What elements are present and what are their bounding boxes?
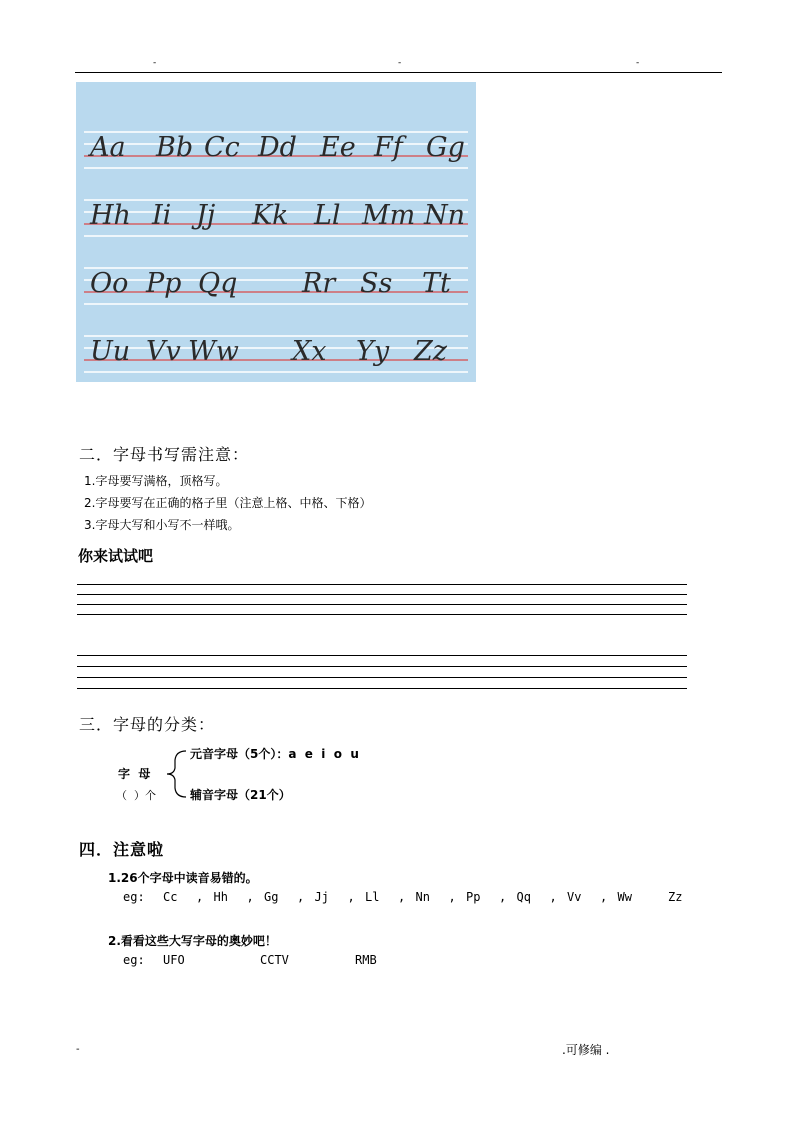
alphabet-photo-canvas bbox=[76, 82, 476, 382]
handwritten-letter-pair: Cc bbox=[204, 132, 240, 163]
handwritten-letter-pair: Ss bbox=[360, 268, 393, 299]
handwritten-letter-pair: Pp bbox=[146, 268, 182, 299]
separator-comma: , bbox=[246, 890, 254, 904]
acronym-word: UFO bbox=[163, 953, 185, 967]
header-mark-1: - bbox=[153, 58, 157, 68]
alphabet-handwriting-photo bbox=[76, 82, 476, 382]
acronym-row bbox=[123, 953, 523, 971]
eg-label: eg: bbox=[123, 953, 145, 967]
eg-label: eg: bbox=[123, 890, 145, 904]
classification-root-label: 字 母 bbox=[118, 767, 151, 781]
vowel-letters: 元音字母（5个）：a e i o u bbox=[190, 747, 359, 761]
try-label: 你来试试吧 bbox=[78, 547, 154, 565]
section2-item-1: 1.字母要写满格，顶格写。 bbox=[84, 474, 228, 488]
writing-line bbox=[77, 614, 687, 615]
separator-comma: , bbox=[448, 890, 456, 904]
handwritten-letter-pair: Ee bbox=[320, 132, 356, 163]
handwritten-letter-pair: Ii bbox=[152, 200, 172, 231]
handwritten-letter-pair: Rr bbox=[302, 268, 336, 299]
confusable-letter-pair: Vv bbox=[567, 890, 582, 904]
handwritten-letter-pair: Jj bbox=[196, 200, 216, 231]
section4-item1: 1.26个字母中读音易错的。 bbox=[108, 871, 258, 885]
handwritten-letter-pair: Ff bbox=[374, 132, 403, 163]
confusable-letter-pair: Jj bbox=[314, 890, 329, 904]
handwritten-letter-pair: Ww bbox=[188, 336, 239, 367]
acronym-word: RMB bbox=[355, 953, 377, 967]
header-mark-3: - bbox=[636, 58, 640, 68]
section2-list bbox=[84, 470, 371, 536]
handwritten-letter-pair: Nn bbox=[424, 200, 466, 231]
handwritten-letter-pair: Yy bbox=[356, 336, 390, 367]
handwritten-letter-pair: Gg bbox=[426, 132, 465, 163]
writing-line bbox=[77, 688, 687, 689]
handwritten-letter-pair: Zz bbox=[414, 336, 447, 367]
section2-item-2: 2.字母要写在正确的格子里（注意上格、中格、下格） bbox=[84, 496, 372, 510]
confusable-letter-pair: Ll bbox=[365, 890, 380, 904]
separator-comma: , bbox=[600, 890, 608, 904]
confusable-letter-pair: Qq bbox=[516, 890, 531, 904]
separator-comma: , bbox=[196, 890, 204, 904]
writing-line bbox=[77, 655, 687, 656]
separator-comma: , bbox=[398, 890, 406, 904]
acronym-word: CCTV bbox=[260, 953, 289, 967]
header-rule bbox=[75, 72, 722, 73]
handwritten-letter-pair: Dd bbox=[258, 132, 297, 163]
handwritten-letter-pair: Oo bbox=[90, 268, 129, 299]
handwritten-letter-pair: Ll bbox=[314, 200, 341, 231]
confusable-letter-pair: Ww bbox=[617, 890, 632, 904]
section4-item2: 2.看看这些大写字母的奥妙吧！ bbox=[108, 934, 277, 948]
section2-title: 二．字母书写需注意： bbox=[79, 445, 250, 464]
handwritten-letter-pair: Uu bbox=[90, 336, 131, 367]
confusable-letter-pair: Gg bbox=[264, 890, 279, 904]
confusable-letter-pair: Nn bbox=[415, 890, 430, 904]
handwritten-letter-pair: Kk bbox=[252, 200, 289, 231]
consonant-letters: 辅音字母（21个） bbox=[190, 788, 291, 802]
handwritten-letter-pair: Qq bbox=[198, 268, 238, 299]
separator-comma: , bbox=[499, 890, 507, 904]
separator-comma: , bbox=[347, 890, 355, 904]
classification-root-count: （ ）个 bbox=[116, 789, 156, 802]
separator-comma: , bbox=[297, 890, 305, 904]
handwritten-letter-pair: Vv bbox=[146, 336, 181, 367]
writing-line bbox=[77, 594, 687, 595]
classification-brace-icon bbox=[158, 748, 188, 800]
handwritten-letter-pair: Tt bbox=[422, 268, 451, 299]
handwritten-letter-pair: Mm bbox=[362, 200, 416, 231]
footer-editable-note: .可修编 . bbox=[562, 1043, 610, 1057]
header-mark-2: - bbox=[398, 58, 402, 68]
handwritten-letter-pair: Aa bbox=[90, 132, 126, 163]
writing-line bbox=[77, 584, 687, 585]
confusable-letter-pair: Cc bbox=[163, 890, 178, 904]
confusable-letter-pair: Hh bbox=[213, 890, 228, 904]
writing-line bbox=[77, 604, 687, 605]
separator-comma: , bbox=[549, 890, 557, 904]
section3-title: 三．字母的分类： bbox=[79, 715, 216, 734]
footer-left-mark: - bbox=[76, 1044, 80, 1055]
confusable-letter-pair: Zz bbox=[668, 890, 683, 904]
handwritten-letter-pair: Bb bbox=[156, 132, 194, 163]
writing-line bbox=[77, 677, 687, 678]
handwritten-letter-pair: Hh bbox=[90, 200, 131, 231]
handwritten-letter-pair: Xx bbox=[292, 336, 327, 367]
confusable-letters-row bbox=[123, 890, 723, 908]
confusable-letter-pair: Pp bbox=[466, 890, 481, 904]
writing-line bbox=[77, 666, 687, 667]
section4-title: 四．注意啦 bbox=[79, 840, 165, 859]
section2-item-3: 3.字母大写和小写不一样哦。 bbox=[84, 518, 240, 532]
